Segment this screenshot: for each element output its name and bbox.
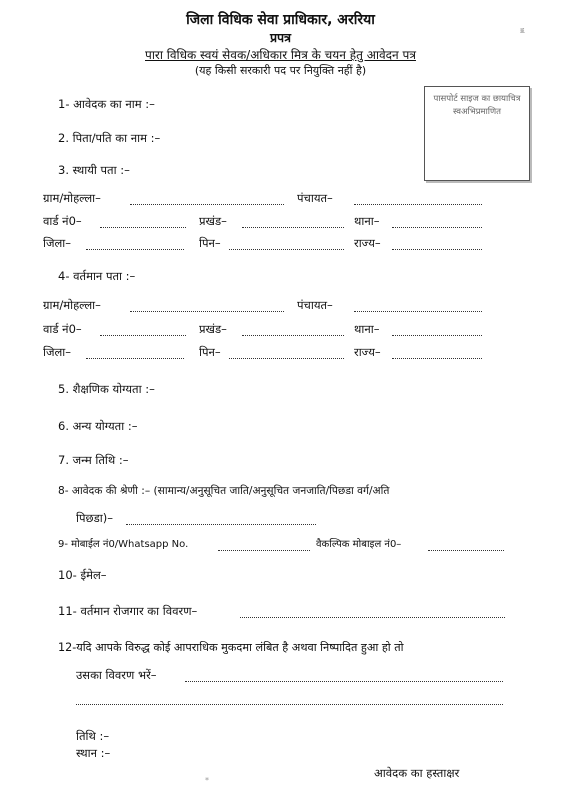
perm-block-label: प्रखंड– [199,214,227,228]
mobile-field[interactable] [218,550,310,551]
applicant-signature-label: आवेदक का हस्ताक्षर [374,766,460,780]
category-field[interactable] [126,524,316,525]
form-note: (यह किसी सरकारी पद पर नियुक्ति नहीं है) [194,64,367,77]
field-mobile-label: 9- मोबाईल नं0/Whatsapp No. [58,539,189,550]
field-criminal-case-label: 12-यदि आपके विरुद्ध कोई आपराधिक मुकदमा लंबित है अथवा निष्पादित हुआ हो तो [58,641,404,654]
perm-ward-label: वार्ड नं0– [43,214,82,228]
perm-village-field[interactable] [130,204,284,205]
curr-village-field[interactable] [130,311,284,312]
date-label: तिथि :– [76,729,110,743]
field-education-label: 5. शैक्षणिक योग्यता :– [58,382,155,396]
perm-village-label: ग्राम/मोहल्ला– [43,191,101,205]
field-category-cont-label: पिछडा)– [76,511,113,525]
perm-state-label: राज्य– [354,236,381,250]
form-subject: पारा विधिक स्वयं सेवक/अधिकार मित्र के चयन हेतु आवेदन पत्र [145,48,416,62]
curr-panchayat-field[interactable] [354,311,482,312]
curr-panchayat-label: पंचायत– [297,298,333,312]
field-employment-label: 11- वर्तमान रोजगार का विवरण– [58,604,198,618]
criminal-case-field-line1[interactable] [185,681,503,682]
curr-police-station-field[interactable] [392,335,482,336]
field-criminal-case-cont-label: उसका विवरण भरें– [76,668,157,682]
perm-block-field[interactable] [242,227,344,228]
field-email-label: 10- ईमेल– [58,568,107,582]
field-dob-label: 7. जन्म तिथि :– [58,453,129,467]
margin-mark: ౾ [520,26,525,35]
curr-pin-label: पिन– [199,345,221,359]
alt-mobile-field[interactable] [428,550,504,551]
curr-pin-field[interactable] [229,358,344,359]
perm-state-field[interactable] [392,249,482,250]
curr-block-label: प्रखंड– [199,322,227,336]
curr-district-label: जिला– [43,345,72,359]
field-category-label: 8- आवेदक की श्रेणी :– (सामान्य/अनुसूचित जाति/अनुसूचित जनजाति/पिछडा वर्ग/अति [58,485,390,497]
form-label: प्रपत्र [269,30,292,45]
bottom-mark: * [205,776,209,785]
perm-panchayat-field[interactable] [354,204,482,205]
field-current-address-label: 4- वर्तमान पता :– [58,269,136,283]
field-alt-mobile-label: वैकल्पिक मोबाइल नं0– [316,539,402,550]
perm-police-station-label: थाना– [354,214,380,228]
curr-district-field[interactable] [86,358,184,359]
employment-field[interactable] [240,617,505,618]
curr-ward-label: वार्ड नं0– [43,322,82,336]
curr-block-field[interactable] [242,335,344,336]
field-name-label: 1- आवेदक का नाम :– [58,97,155,111]
perm-district-label: जिला– [43,236,72,250]
curr-police-station-label: थाना– [354,322,380,336]
photo-box [424,86,530,181]
perm-pin-label: पिन– [199,236,221,250]
perm-pin-field[interactable] [229,249,344,250]
field-permanent-address-label: 3. स्थायी पता :– [58,163,130,177]
photo-box-label: पासपोर्ट साइज का छायाचित्र स्वअभिप्रमाणित [433,94,521,117]
curr-state-label: राज्य– [354,345,381,359]
field-other-qualification-label: 6. अन्य योग्यता :– [58,419,138,433]
authority-title: जिला विधिक सेवा प्राधिकार, अररिया [186,12,375,28]
curr-village-label: ग्राम/मोहल्ला– [43,298,101,312]
perm-police-station-field[interactable] [392,227,482,228]
perm-panchayat-label: पंचायत– [297,191,333,205]
field-father-label: 2. पिता/पति का नाम :– [58,131,161,145]
perm-ward-field[interactable] [100,227,186,228]
curr-ward-field[interactable] [100,335,186,336]
place-label: स्थान :– [76,746,111,760]
perm-district-field[interactable] [86,249,184,250]
curr-state-field[interactable] [392,358,482,359]
criminal-case-field-line2[interactable] [76,704,503,705]
